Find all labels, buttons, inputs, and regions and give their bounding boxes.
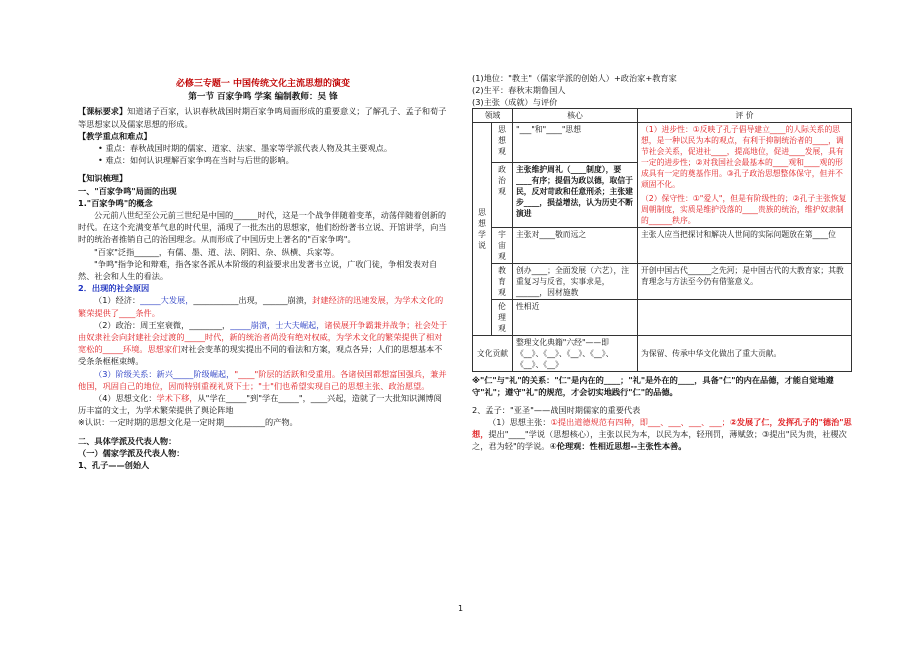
row-name: 文化贡献 [473, 336, 513, 372]
row-core: 性相近 [513, 300, 638, 336]
politics-item: （2）政治：周王室衰微，________，_____崩溃，士大夫崛起，诸侯展开争霸兼并战争；社会处于由奴隶社会向封建社会过渡的_____时代，新的统治者尚没有绝对权威，为学术文化的繁荣提供了相对宽松的_____环境。思想家们对社会变革的现实提出不同的看法和方案，观点各异；人们的思想基本不受条条框框束缚。 [78, 319, 448, 367]
page-number: 1 [458, 604, 464, 613]
confucius-table [472, 108, 852, 372]
row-eval [638, 300, 852, 336]
paragraph-1: 公元前八世纪至公元前三世纪是中国的______时代，这是一个战争伴随着变革，动荡伴随着创新的时代。在这个充满变革气息的时代里，涌现了一批杰出的思想家，他们纷纷著书立说、开馆讲学，向当时的统治者推销自己的治国理念。从而形成了中国历史上著名的"百家争鸣"。 [78, 210, 447, 245]
row-core: "___"和"____"思想 [513, 123, 638, 163]
section-2-1-heading: （一）儒家学派及代表人物： [78, 447, 185, 458]
row-eval: 为保留、传承中华文化做出了重大贡献。 [638, 336, 852, 372]
confucius-life: (2)生平：春秋末期鲁国人 [472, 85, 566, 95]
row-core: 整理文化典籍"六经"——即《__》、《__》、《__》、《__》、《__》、《__》 [513, 336, 638, 372]
row-core: 创办____；全面发展（六艺），注重复习与反省，实事求是，______，因材施教 [513, 264, 638, 300]
key-point: • 重点：春秋战国时期的儒家、道家、法家、墨家等学派代表人物及其主要观点。 [98, 143, 393, 154]
table-row [473, 264, 852, 300]
difficult-point: • 难点：如何认识理解百家争鸣在当时与后世的影响。 [98, 155, 294, 166]
paragraph-3: "争鸣"指争论和辩难，指各家各派从本阶级的利益要求出发著书立说，广收门徒，争相发表对自然、社会和人生的看法。 [78, 258, 438, 282]
doc-title: 必修三专题一 中国传统文化主流思想的演变 [175, 79, 351, 89]
table-header-core: 核心 [513, 109, 638, 123]
section-1-1-heading: 1."百家争鸣"的概念 [78, 197, 153, 208]
row-name: 思想观 [492, 123, 513, 163]
right-column [472, 72, 852, 452]
section-1-2-heading: 2．出现的社会原因 [78, 283, 150, 294]
row-name: 教育观 [492, 264, 513, 300]
row-name: 政治观 [492, 163, 513, 228]
table-header-field: 领域 [473, 109, 513, 123]
table-header-row [473, 109, 852, 123]
table-row [473, 228, 852, 264]
mencius-heading: 2、孟子："亚圣"——战国时期儒家的重要代表 [472, 405, 641, 415]
section-2-heading: 二、具体学派及代表人物： [78, 435, 177, 446]
confucius-ideas-label: (3)主张（成就）与评价 [472, 97, 558, 107]
ren-li-note: ※"仁"与"礼"的关系："仁"是内在的____；"礼"是外在的____，具备"仁"的内在品德，才能自觉地遵守"礼"；遵守"礼"的规范，才会切实地践行"仁"的品德。 [472, 375, 834, 397]
row-core: 主张对____敬而远之 [513, 228, 638, 264]
row-core: 主张维护周礼（____制度），要____有序；提倡为政以德，取信于民，反对苛政和任意刑杀；主张建步____，损益增法，认为历史不断演进 [513, 163, 638, 228]
row-eval: （1）进步性：①反映了孔子倡导建立____的人际关系的思想，是一种以民为本的观点，有利于抑制统治者的____，调节社会关系，促进社____，提高地位，促进____发展，具有一定的进步性；②对我国社会最基本的____观和____观的形成具有一定的奠基作用。③孔子政治思想整体保守，但并不顽固不化。 （2）保守性：①"爱人"，但是有阶级性的；②孔子主张恢复周朝制度，实质是维护没落的____贵族的统治，维护奴隶制的______秩序。 [638, 123, 852, 228]
group-label: 思想学说 [473, 123, 492, 336]
culture-item: （4）思想文化：学术下移，从"学在_____"到"学在_____"，____兴起，造就了一大批知识渊博阅历丰富的文士，为学术繁荣提供了舆论阵地 [78, 393, 442, 416]
economy-item: （1）经济：_____大发展，___________出现，______崩溃，封建经济的迅速发展，为学术文化的繁荣提供了____条件。 [78, 295, 444, 318]
row-name: 宇宙观 [492, 228, 513, 264]
table-header-evaluation: 评 价 [638, 109, 852, 123]
insight-note: ※认识：一定时期的思想文化是一定时期__________的产物。 [78, 417, 298, 428]
table-row [473, 300, 852, 336]
knowledge-label: 【知识梳理】 [78, 173, 128, 184]
mencius-ideas: （1）思想主张：①提出道德规范有四种，即___、___、___、___；②发展了仁，发挥孔子的"德治"思想，提出"____"学说（思想核心），主张以民为本，以民为本，轻刑罚，薄赋敛；③提出"民为贵，社稷次之，君为轻"的学说。④伦理观：性相近思想--主张性本善。 [472, 417, 852, 451]
requirement-block [78, 105, 448, 129]
section-2-1-1-heading: 1、孔子——创始人 [78, 460, 150, 471]
paragraph-2: "百家"泛指______，有儒、墨、道、法、阴阳、杂、纵横、兵家等。 [94, 246, 339, 257]
row-name: 伦理观 [492, 300, 513, 336]
section-1-heading: 一、"百家争鸣"局面的出现 [78, 185, 177, 196]
doc-subtitle: 第一节 百家争鸣 学案 编制教师：吴 锋 [188, 92, 338, 103]
table-row [473, 336, 852, 372]
row-eval: 主张人应当把探讨和解决人世间的实际问题放在第____位 [638, 228, 852, 264]
requirement-label: 【课标要求】 [78, 106, 128, 117]
confucius-status: (1)地位："教主"（儒家学派的创始人）+政治家+教育家 [472, 73, 677, 83]
class-relations-item: （3）阶级关系：新兴_____阶级崛起，"____"阶层的活跃和受重用。各诸侯国都想富国强兵，兼并他国，巩固自己的地位，因而特别重视礼贤下士；"士"们也希望实现自己的思想主张、政治愿望。 [78, 368, 447, 391]
left-column [78, 78, 448, 471]
table-row [473, 123, 852, 163]
key-points-label: 【教学重点和难点】 [78, 130, 152, 141]
requirement-text: 知道诸子百家，认识春秋战国时期百家争鸣局面形成的重要意义；了解孔子、孟子和荀子等思想家以及儒家思想的形成。 [78, 106, 447, 129]
row-eval: 开创中国古代______之先河；是中国古代的大教育家；其教育理念与方法至今仍有借鉴意义。 [638, 264, 852, 300]
